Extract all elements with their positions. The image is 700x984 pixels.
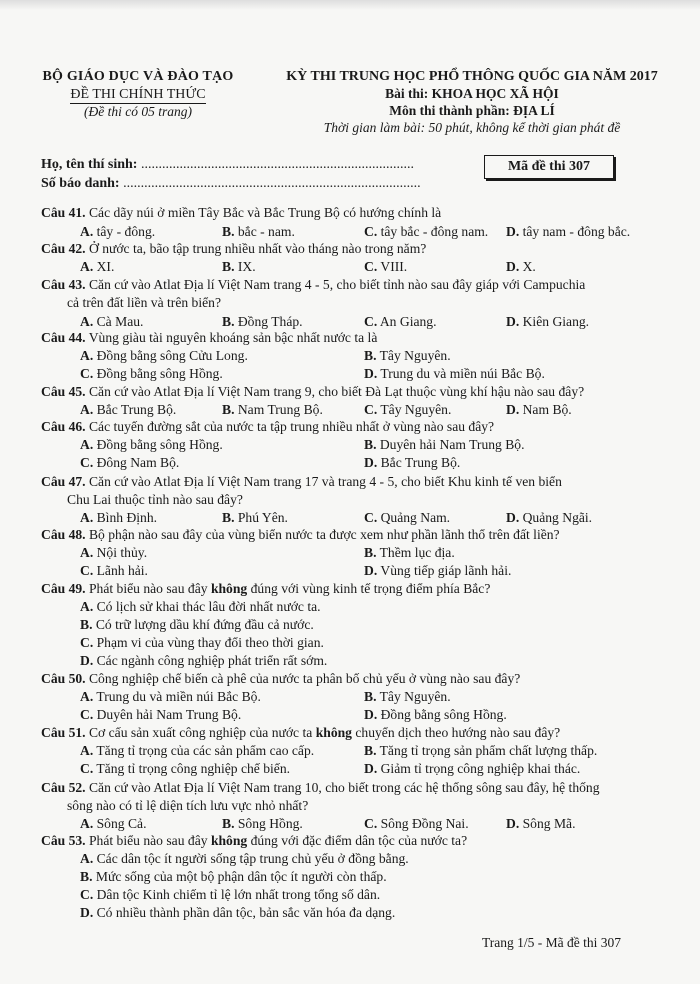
option-text: Có lịch sử khai thác lâu đời nhất nước ta. <box>93 599 321 614</box>
option-letter: C. <box>364 224 378 239</box>
option-text: bắc - nam. <box>234 224 295 239</box>
option[interactable] <box>80 761 290 777</box>
option-letter: D. <box>506 402 520 417</box>
option-text: Nội thủy. <box>93 545 148 560</box>
option-text: Sông Đồng Nai. <box>377 816 469 831</box>
option-letter: A. <box>80 851 94 866</box>
option[interactable] <box>364 437 525 453</box>
option-text: Đồng bằng sông Hồng. <box>377 707 507 722</box>
option-letter: C. <box>80 707 94 722</box>
option-letter: C. <box>80 366 94 381</box>
option-letter: B. <box>222 510 235 525</box>
option-letter: C. <box>80 887 94 902</box>
question-52: Câu 52. Căn cứ vào Atlat Địa lí Việt Nam trang 10, cho biết trong các hệ thống sông sau đây, hệ thống <box>41 780 600 795</box>
option[interactable] <box>506 314 589 330</box>
option-text: tây nam - đông bắc. <box>519 224 631 239</box>
option-text: Duyên hải Nam Trung Bộ. <box>376 437 525 452</box>
option[interactable] <box>364 743 597 759</box>
candidate-id-label: Số báo danh: <box>41 176 120 191</box>
option[interactable] <box>364 348 451 364</box>
question-43: Câu 43. Căn cứ vào Atlat Địa lí Việt Nam trang 4 - 5, cho biết tỉnh nào sau đây giáp với Campuchia <box>41 277 586 292</box>
question-43-cont: cả trên đất liền và trên biển? <box>67 295 221 310</box>
option-letter: A. <box>80 743 94 758</box>
option-text: Đồng bằng sông Cửu Long. <box>93 348 248 363</box>
option-letter: A. <box>80 437 94 452</box>
option[interactable] <box>364 259 407 275</box>
option[interactable] <box>364 816 469 832</box>
option-letter: D. <box>506 314 520 329</box>
option-text: tây - đông. <box>93 224 156 239</box>
option-text: Phú Yên. <box>234 510 288 525</box>
option-letter: A. <box>80 816 94 831</box>
option-letter: A. <box>80 259 94 274</box>
option-letter: B. <box>222 224 235 239</box>
option-letter: B. <box>364 348 377 363</box>
option-text: Bình Định. <box>93 510 158 525</box>
option[interactable] <box>364 707 507 723</box>
option-text: Đồng bằng sông Hồng. <box>93 437 223 452</box>
option[interactable] <box>506 224 630 240</box>
option[interactable] <box>506 259 536 275</box>
option[interactable] <box>80 707 241 723</box>
question-45: Câu 45. Căn cứ vào Atlat Địa lí Việt Nam trang 9, cho biết Đà Lạt thuộc vùng khí hậu nào sau đây? <box>41 384 585 399</box>
option[interactable] <box>80 314 143 330</box>
option[interactable] <box>80 653 327 669</box>
option[interactable] <box>364 510 450 526</box>
page-footer: Trang 1/5 - Mã đề thi 307 <box>482 935 621 950</box>
candidate-name-field[interactable]: .............................................................................. <box>140 157 414 172</box>
option-letter: D. <box>506 510 520 525</box>
option-text: Sông Mã. <box>519 816 576 831</box>
option[interactable] <box>222 224 295 240</box>
question-51: Câu 51. Cơ cấu sản xuất công nghiệp của nước ta không chuyển dịch theo hướng nào sau đây? <box>41 725 561 740</box>
option-letter: C. <box>80 761 94 776</box>
option-text: Lãnh hải. <box>93 563 148 578</box>
option-text: Có trữ lượng dầu khí đứng đầu cả nước. <box>92 617 314 632</box>
option-text: Vùng tiếp giáp lãnh hải. <box>377 563 512 578</box>
ministry-name: BỘ GIÁO DỤC VÀ ĐÀO TẠO <box>42 69 234 84</box>
option[interactable] <box>364 366 545 382</box>
question-49: Câu 49. Phát biểu nào sau đây không đúng với vùng kinh tế trọng điểm phía Bắc? <box>41 581 491 596</box>
option[interactable] <box>80 455 179 471</box>
option-letter: D. <box>364 707 378 722</box>
option[interactable] <box>80 743 314 759</box>
question-48: Câu 48. Bộ phận nào sau đây của vùng biển nước ta được xem như phần lãnh thổ trên đất liền? <box>41 527 560 542</box>
question-44: Câu 44. Vùng giàu tài nguyên khoáng sản bậc nhất nước ta là <box>41 330 378 345</box>
question-41: Câu 41. Các dãy núi ở miền Tây Bắc và Bắc Trung Bộ có hướng chính là <box>41 205 442 220</box>
option[interactable] <box>80 635 324 651</box>
option[interactable] <box>80 259 114 275</box>
option-letter: A. <box>80 314 94 329</box>
option-text: Mức sống của một bộ phận dân tộc ít người còn thấp. <box>92 869 387 884</box>
option-letter: B. <box>364 545 377 560</box>
option-text: Đông Nam Bộ. <box>93 455 180 470</box>
option-letter: A. <box>80 510 94 525</box>
option[interactable] <box>506 402 572 418</box>
option[interactable] <box>364 545 455 561</box>
option-letter: C. <box>364 402 378 417</box>
option-text: An Giang. <box>377 314 437 329</box>
scan-edge <box>0 0 700 10</box>
option-letter: D. <box>80 653 94 668</box>
option-text: Kiên Giang. <box>519 314 590 329</box>
candidate-name-label: Họ, tên thí sinh: <box>41 157 138 172</box>
header-right <box>258 69 686 136</box>
option[interactable] <box>80 816 146 832</box>
official-label: ĐỀ THI CHÍNH THỨC <box>70 87 206 102</box>
candidate-id-row <box>41 176 421 192</box>
option-text: Tây Nguyên. <box>376 689 451 704</box>
option[interactable] <box>364 224 488 240</box>
option[interactable] <box>80 437 223 453</box>
option-text: Đồng Tháp. <box>234 314 303 329</box>
option-letter: B. <box>80 617 93 632</box>
component-line: Môn thi thành phần: ĐỊA LÍ <box>389 103 555 118</box>
subject-line: Bài thi: KHOA HỌC XÃ HỘI <box>385 86 559 101</box>
option[interactable] <box>80 905 395 921</box>
option-text: Duyên hải Nam Trung Bộ. <box>93 707 242 722</box>
question-53: Câu 53. Phát biểu nào sau đây không đúng với đặc điểm dân tộc của nước ta? <box>41 833 468 848</box>
option-text: XI. <box>93 259 115 274</box>
option-letter: D. <box>364 563 378 578</box>
option-letter: B. <box>80 869 93 884</box>
question-52-cont: sông nào có tỉ lệ diện tích lưu vực nhỏ nhất? <box>67 798 309 813</box>
option-text: Thềm lục địa. <box>376 545 455 560</box>
option[interactable] <box>506 816 576 832</box>
option[interactable] <box>80 851 409 867</box>
option-text: tây bắc - đông nam. <box>377 224 489 239</box>
option[interactable] <box>80 689 261 705</box>
option-text: Quảng Nam. <box>377 510 451 525</box>
option[interactable] <box>222 510 288 526</box>
exam-title: KỲ THI TRUNG HỌC PHỔ THÔNG QUỐC GIA NĂM 2017 <box>286 69 658 84</box>
option-letter: D. <box>364 455 378 470</box>
pages-note: (Đề thi có 05 trang) <box>84 104 192 119</box>
option-text: Tăng tỉ trọng của các sản phẩm cao cấp. <box>93 743 315 758</box>
option[interactable] <box>222 259 256 275</box>
option-letter: D. <box>506 224 520 239</box>
question-42: Câu 42. Ở nước ta, bão tập trung nhiều nhất vào tháng nào trong năm? <box>41 241 427 256</box>
option-text: Trung du và miền núi Bắc Bộ. <box>377 366 545 381</box>
option-text: Có nhiều thành phần dân tộc, bản sắc văn hóa đa dạng. <box>93 905 396 920</box>
option-letter: B. <box>222 402 235 417</box>
option[interactable] <box>364 402 451 418</box>
option[interactable] <box>80 366 223 382</box>
option-letter: B. <box>364 689 377 704</box>
option-letter: C. <box>80 455 94 470</box>
option-letter: B. <box>222 314 235 329</box>
option[interactable] <box>80 563 148 579</box>
question-47: Câu 47. Căn cứ vào Atlat Địa lí Việt Nam trang 17 và trang 4 - 5, cho biết Khu kinh tế ven biển <box>41 474 562 489</box>
option-text: Cà Mau. <box>93 314 144 329</box>
option-text: Trung du và miền núi Bắc Bộ. <box>93 689 261 704</box>
option-text: Quảng Ngãi. <box>519 510 593 525</box>
option[interactable] <box>80 887 380 903</box>
candidate-id-field[interactable]: ..................................................................................... <box>123 176 421 191</box>
option[interactable] <box>364 314 437 330</box>
option-letter: C. <box>364 259 378 274</box>
option-letter: B. <box>222 816 235 831</box>
option[interactable] <box>80 545 147 561</box>
option-letter: D. <box>506 259 520 274</box>
option-text: Tây Nguyên. <box>377 402 452 417</box>
option-letter: A. <box>80 348 94 363</box>
option[interactable] <box>506 510 592 526</box>
option-text: Đồng bằng sông Hồng. <box>93 366 223 381</box>
option-text: Tây Nguyên. <box>376 348 451 363</box>
option-letter: C. <box>80 635 94 650</box>
option-letter: D. <box>364 366 378 381</box>
option[interactable] <box>80 224 155 240</box>
option[interactable] <box>222 402 323 418</box>
option[interactable] <box>80 402 176 418</box>
option-letter: A. <box>80 402 94 417</box>
option-text: Các ngành công nghiệp phát triển rất sớm. <box>93 653 328 668</box>
option-letter: C. <box>364 816 378 831</box>
option-text: Các dân tộc ít người sống tập trung chủ yếu ở đồng bằng. <box>93 851 409 866</box>
option[interactable] <box>222 314 303 330</box>
question-46: Câu 46. Các tuyến đường sắt của nước ta tập trung nhiều nhất ở vùng nào sau đây? <box>41 419 495 434</box>
option-letter: D. <box>364 761 378 776</box>
option-text: Sông Cả. <box>93 816 147 831</box>
header-left <box>28 69 248 120</box>
option-text: Bắc Trung Bộ. <box>93 402 177 417</box>
option-letter: B. <box>364 743 377 758</box>
option[interactable] <box>80 348 248 364</box>
option[interactable] <box>222 816 303 832</box>
option-letter: B. <box>364 437 377 452</box>
option-letter: A. <box>80 599 94 614</box>
option-text: Giảm tỉ trọng công nghiệp khai thác. <box>377 761 581 776</box>
option[interactable] <box>80 617 314 633</box>
option[interactable] <box>364 455 460 471</box>
option-text: X. <box>519 259 536 274</box>
option-text: Phạm vi của vùng thay đổi theo thời gian. <box>93 635 324 650</box>
option-letter: B. <box>222 259 235 274</box>
option-text: Nam Bộ. <box>519 402 572 417</box>
option-letter: A. <box>80 689 94 704</box>
option-letter: C. <box>364 510 378 525</box>
option-letter: C. <box>364 314 378 329</box>
option[interactable] <box>80 510 157 526</box>
option-letter: A. <box>80 224 94 239</box>
option-text: Tăng tỉ trọng sản phẩm chất lượng thấp. <box>376 743 598 758</box>
option[interactable] <box>364 689 451 705</box>
option-letter: D. <box>506 816 520 831</box>
option-letter: C. <box>80 563 94 578</box>
option-letter: D. <box>80 905 94 920</box>
exam-code-box: Mã đề thi 307 <box>484 155 614 179</box>
time-line: Thời gian làm bài: 50 phút, không kể thời gian phát đề <box>323 120 621 135</box>
candidate-name-row <box>41 157 414 173</box>
option[interactable] <box>80 869 387 885</box>
option-text: Bắc Trung Bộ. <box>377 455 461 470</box>
option-text: IX. <box>234 259 256 274</box>
option-text: Tăng tỉ trọng công nghiệp chế biến. <box>93 761 291 776</box>
option[interactable] <box>80 599 321 615</box>
question-47-cont: Chu Lai thuộc tỉnh nào sau đây? <box>67 492 243 507</box>
option[interactable] <box>364 563 511 579</box>
option-text: VIII. <box>377 259 408 274</box>
option-text: Sông Hồng. <box>234 816 303 831</box>
option-text: Nam Trung Bộ. <box>234 402 323 417</box>
question-50: Câu 50. Công nghiệp chế biến cà phê của nước ta phân bố chủ yếu ở vùng nào sau đây? <box>41 671 521 686</box>
option-letter: A. <box>80 545 94 560</box>
option[interactable] <box>364 761 580 777</box>
option-text: Dân tộc Kinh chiếm tỉ lệ lớn nhất trong tổng số dân. <box>93 887 381 902</box>
